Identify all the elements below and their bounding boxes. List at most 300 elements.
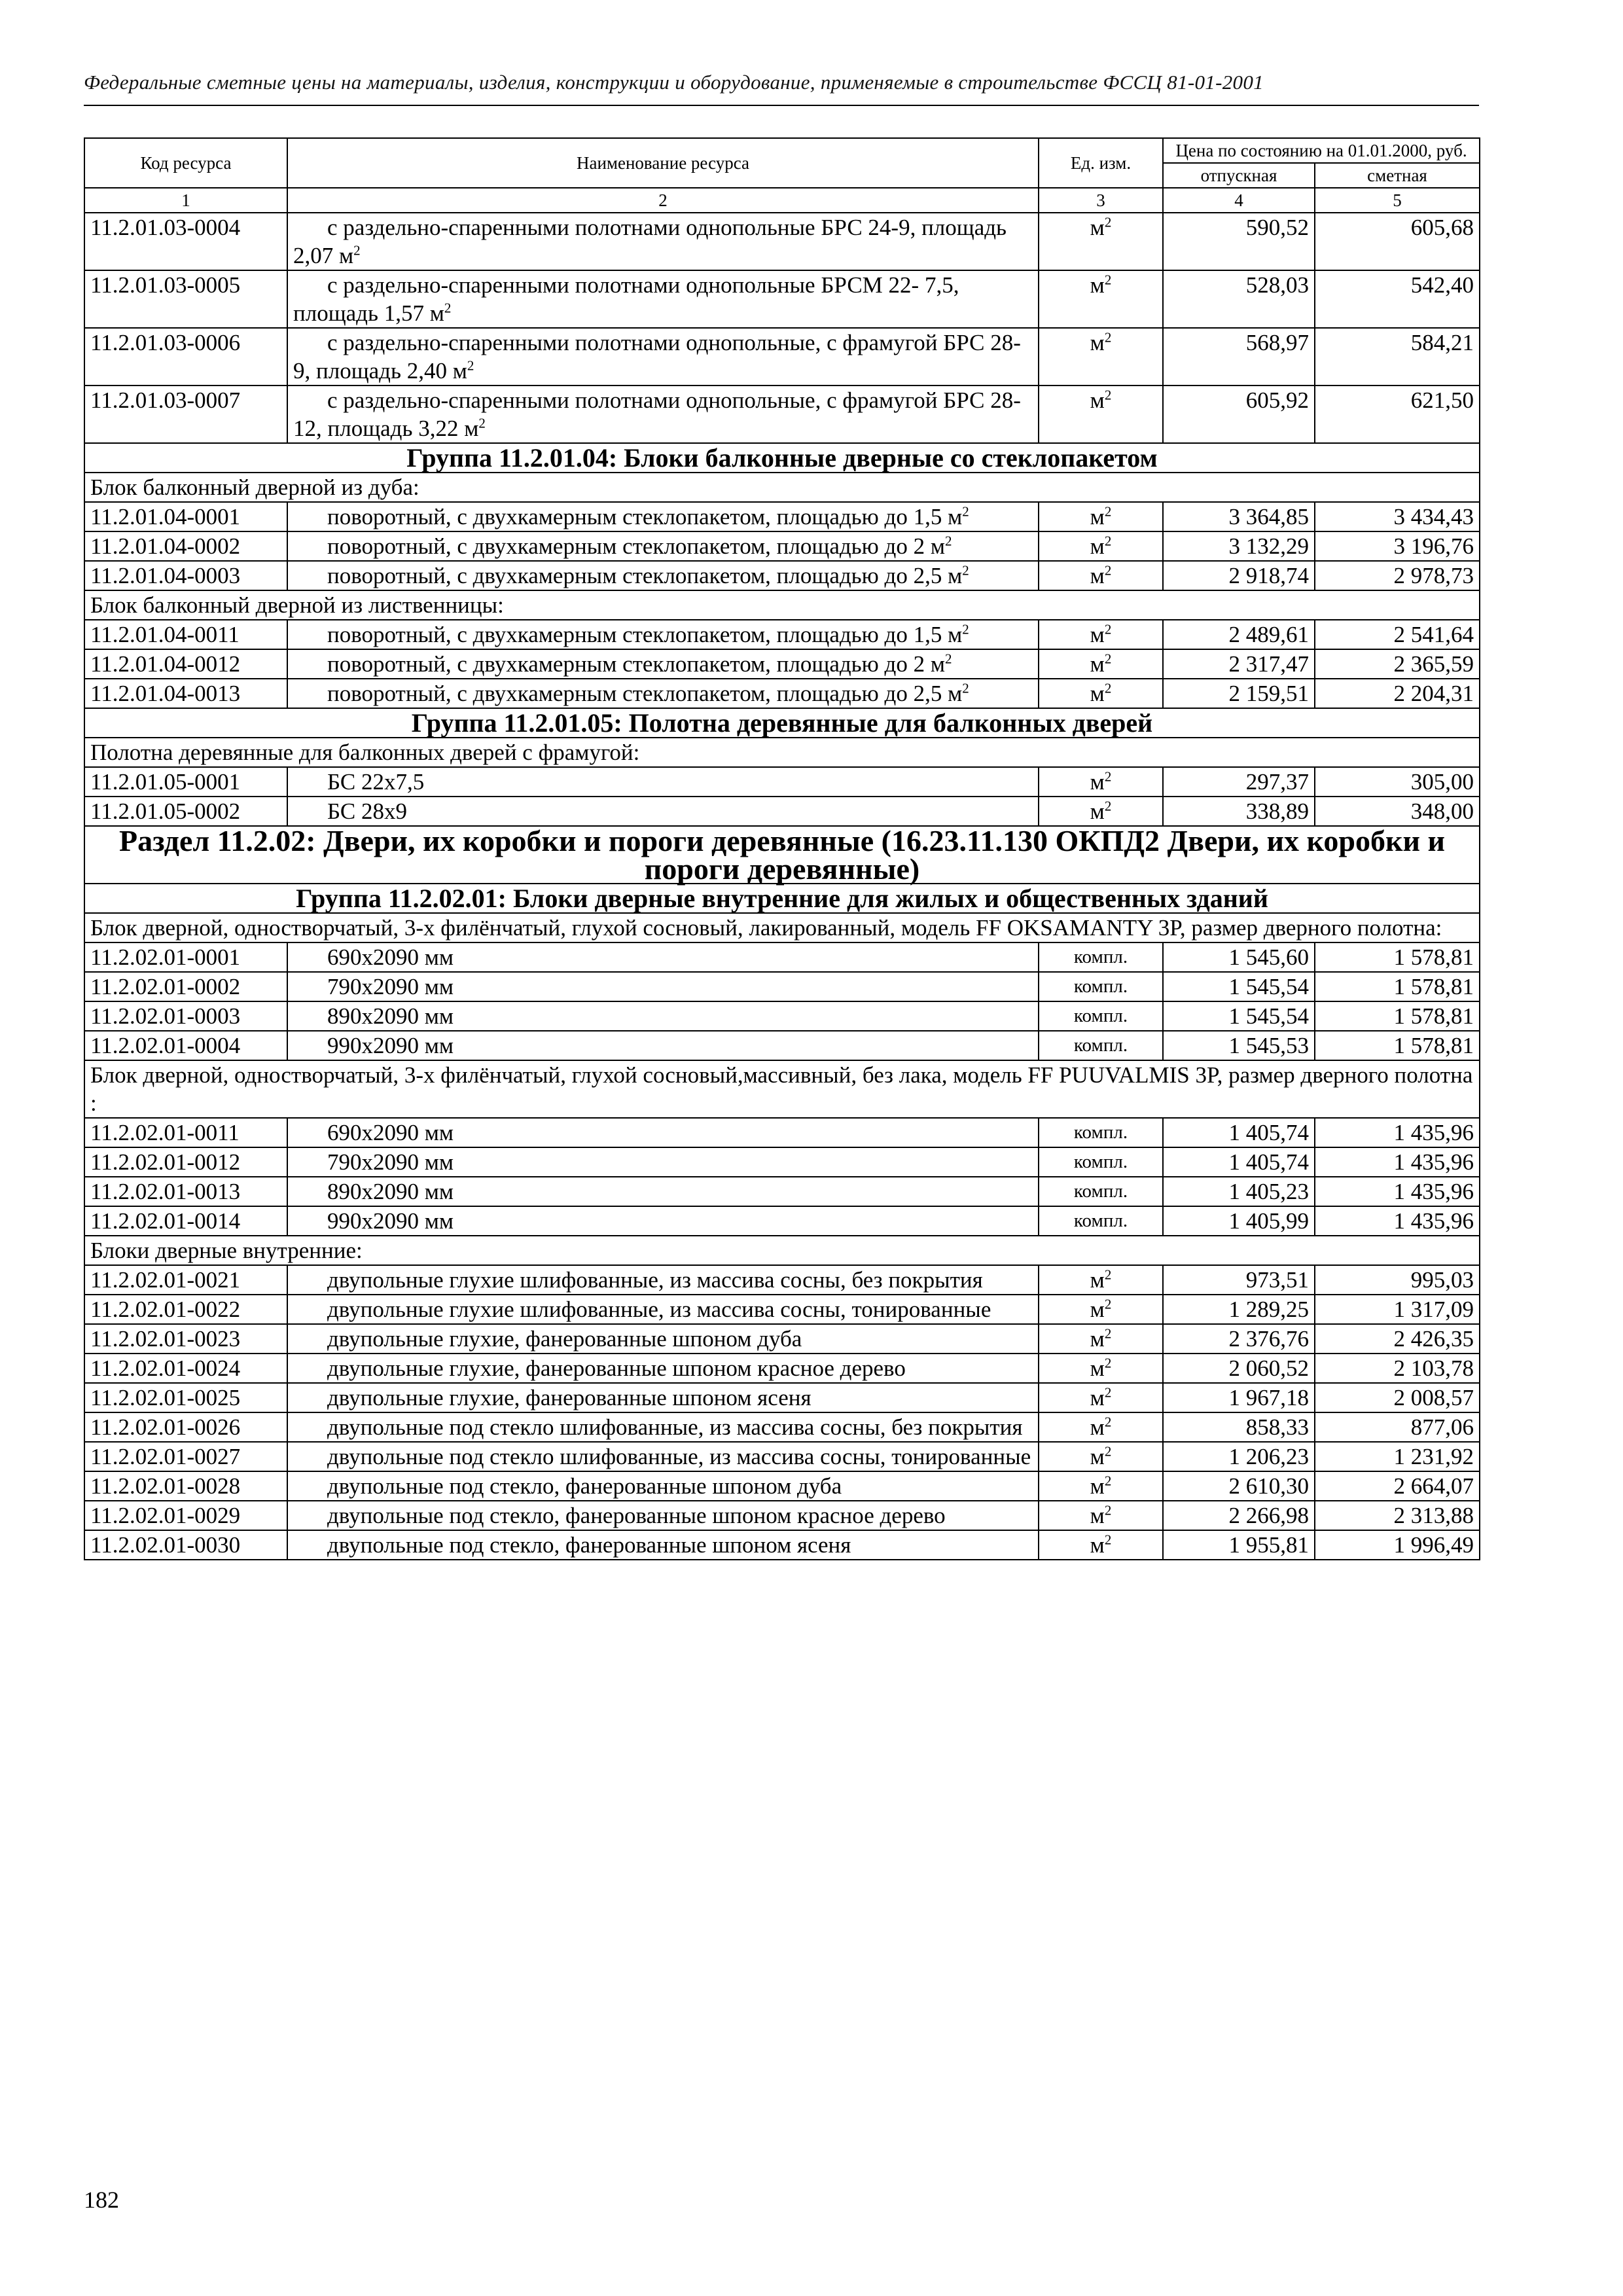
unit-text: м bbox=[1090, 651, 1105, 677]
table-body bbox=[84, 213, 1480, 1560]
price-release: 2 317,47 bbox=[1163, 649, 1315, 679]
resource-name bbox=[287, 1118, 1039, 1147]
resource-name bbox=[287, 649, 1039, 679]
unit-cell bbox=[1039, 1206, 1163, 1236]
group-row bbox=[84, 443, 1480, 473]
unit-text: компл. bbox=[1073, 1181, 1128, 1202]
name-superscript: 2 bbox=[962, 621, 969, 637]
resource-name-text: БС 28х9 bbox=[327, 798, 407, 824]
unit-cell bbox=[1039, 561, 1163, 590]
unit-cell bbox=[1039, 1354, 1163, 1383]
table-row bbox=[84, 1031, 1480, 1060]
resource-code: 11.2.01.05-0001 bbox=[84, 767, 287, 797]
unit-text: м bbox=[1090, 1267, 1105, 1293]
name-superscript: 2 bbox=[962, 680, 969, 696]
unit-text: компл. bbox=[1073, 1151, 1128, 1172]
resource-code: 11.2.02.01-0030 bbox=[84, 1530, 287, 1560]
price-release: 338,89 bbox=[1163, 797, 1315, 826]
resource-name-text: двупольные под стекло, фанерованные шпоном красное дерево bbox=[327, 1503, 946, 1528]
unit-text: м bbox=[1090, 798, 1105, 824]
unit-cell bbox=[1039, 1412, 1163, 1442]
subheading-row bbox=[84, 590, 1480, 620]
resource-code: 11.2.02.01-0026 bbox=[84, 1412, 287, 1442]
resource-name bbox=[287, 1501, 1039, 1530]
table-row bbox=[84, 797, 1480, 826]
price-estimate: 2 313,88 bbox=[1315, 1501, 1480, 1530]
table-row bbox=[84, 942, 1480, 972]
table-row bbox=[84, 1324, 1480, 1354]
price-estimate: 2 204,31 bbox=[1315, 679, 1480, 708]
resource-code: 11.2.01.04-0002 bbox=[84, 531, 287, 561]
resource-name-text: с раздельно-спаренными полотнами однопольные, с фрамугой БРС 28-9, площадь 2,40 м bbox=[293, 330, 1021, 384]
price-estimate: 1 578,81 bbox=[1315, 942, 1480, 972]
running-header: Федеральные сметные цены на материалы, изделия, конструкции и оборудование, применяемые в строительстве ФССЦ 81-01-2001 bbox=[84, 71, 1264, 94]
price-estimate: 3 434,43 bbox=[1315, 502, 1480, 531]
header-col-3: 3 bbox=[1039, 188, 1163, 213]
resource-name-text: поворотный, с двухкамерным стеклопакетом, площадью до 1,5 м bbox=[327, 622, 963, 647]
resource-name-text: двупольные глухие, фанерованные шпоном дуба bbox=[327, 1326, 802, 1352]
table-row bbox=[84, 1412, 1480, 1442]
unit-superscript: 2 bbox=[1104, 1414, 1112, 1430]
resource-name bbox=[287, 1530, 1039, 1560]
unit-text: компл. bbox=[1073, 976, 1128, 997]
resource-code: 11.2.01.04-0003 bbox=[84, 561, 287, 590]
resource-name-text: поворотный, с двухкамерным стеклопакетом, площадью до 2 м bbox=[327, 651, 945, 677]
price-estimate: 1 578,81 bbox=[1315, 972, 1480, 1001]
price-estimate: 2 541,64 bbox=[1315, 620, 1480, 649]
unit-text: м bbox=[1090, 1385, 1105, 1410]
table-row bbox=[84, 213, 1480, 270]
resource-code: 11.2.01.04-0011 bbox=[84, 620, 287, 649]
price-release: 2 376,76 bbox=[1163, 1324, 1315, 1354]
resource-name bbox=[287, 679, 1039, 708]
price-estimate: 542,40 bbox=[1315, 270, 1480, 328]
unit-text: м bbox=[1090, 563, 1105, 588]
header-name: Наименование ресурса bbox=[287, 138, 1039, 188]
unit-superscript: 2 bbox=[1104, 1384, 1112, 1401]
price-release: 605,92 bbox=[1163, 386, 1315, 443]
resource-code: 11.2.01.04-0013 bbox=[84, 679, 287, 708]
unit-text: м bbox=[1090, 1532, 1105, 1558]
price-estimate: 1 578,81 bbox=[1315, 1001, 1480, 1031]
group-row bbox=[84, 708, 1480, 738]
resource-code: 11.2.01.03-0004 bbox=[84, 213, 287, 270]
resource-name bbox=[287, 1471, 1039, 1501]
resource-name-text: поворотный, с двухкамерным стеклопакетом, площадью до 2 м bbox=[327, 533, 945, 559]
resource-name-text: 890х2090 мм bbox=[327, 1179, 454, 1204]
unit-text: компл. bbox=[1073, 1210, 1128, 1231]
price-release: 2 918,74 bbox=[1163, 561, 1315, 590]
resource-name bbox=[287, 1354, 1039, 1383]
name-superscript: 2 bbox=[478, 415, 486, 431]
subheading-row bbox=[84, 1236, 1480, 1265]
unit-superscript: 2 bbox=[1104, 1473, 1112, 1489]
price-estimate: 2 008,57 bbox=[1315, 1383, 1480, 1412]
price-estimate: 2 978,73 bbox=[1315, 561, 1480, 590]
resource-name-text: с раздельно-спаренными полотнами однопольные, с фрамугой БРС 28-12, площадь 3,22 м bbox=[293, 387, 1021, 441]
name-superscript: 2 bbox=[962, 503, 969, 520]
table-row bbox=[84, 1471, 1480, 1501]
resource-name bbox=[287, 620, 1039, 649]
unit-cell bbox=[1039, 620, 1163, 649]
unit-cell bbox=[1039, 1147, 1163, 1177]
price-estimate: 2 664,07 bbox=[1315, 1471, 1480, 1501]
header-code: Код ресурса bbox=[84, 138, 287, 188]
resource-name bbox=[287, 213, 1039, 270]
unit-cell bbox=[1039, 213, 1163, 270]
unit-text: м bbox=[1090, 330, 1105, 355]
price-release: 973,51 bbox=[1163, 1265, 1315, 1295]
price-table bbox=[84, 137, 1480, 1560]
resource-code: 11.2.01.03-0006 bbox=[84, 328, 287, 386]
resource-name bbox=[287, 1177, 1039, 1206]
table-row bbox=[84, 1442, 1480, 1471]
resource-name-text: 890х2090 мм bbox=[327, 1003, 454, 1029]
resource-code: 11.2.02.01-0003 bbox=[84, 1001, 287, 1031]
group-heading: Группа 11.2.01.04: Блоки балконные дверные со стеклопакетом bbox=[84, 443, 1480, 473]
unit-cell bbox=[1039, 1324, 1163, 1354]
price-release: 1 206,23 bbox=[1163, 1442, 1315, 1471]
resource-name-text: двупольные под стекло, фанерованные шпоном дуба bbox=[327, 1473, 842, 1499]
table-row bbox=[84, 1177, 1480, 1206]
unit-cell bbox=[1039, 767, 1163, 797]
resource-name bbox=[287, 942, 1039, 972]
header-price-release: отпускная bbox=[1163, 163, 1315, 188]
unit-text: компл. bbox=[1073, 1035, 1128, 1056]
price-release: 528,03 bbox=[1163, 270, 1315, 328]
resource-name bbox=[287, 767, 1039, 797]
table-row bbox=[84, 1295, 1480, 1324]
resource-name-text: двупольные глухие шлифованные, из массива сосны, тонированные bbox=[327, 1297, 991, 1322]
header-col-4: 4 bbox=[1163, 188, 1315, 213]
resource-code: 11.2.02.01-0025 bbox=[84, 1383, 287, 1412]
unit-cell bbox=[1039, 679, 1163, 708]
name-superscript: 2 bbox=[944, 651, 952, 667]
resource-name-text: 790х2090 мм bbox=[327, 1149, 454, 1175]
unit-cell bbox=[1039, 1471, 1163, 1501]
resource-name bbox=[287, 561, 1039, 590]
unit-cell bbox=[1039, 1295, 1163, 1324]
price-estimate: 1 578,81 bbox=[1315, 1031, 1480, 1060]
resource-name-text: двупольные под стекло, фанерованные шпоном ясеня bbox=[327, 1532, 851, 1558]
header-price: Цена по состоянию на 01.01.2000, руб. bbox=[1163, 138, 1480, 163]
resource-code: 11.2.02.01-0024 bbox=[84, 1354, 287, 1383]
price-estimate: 1 435,96 bbox=[1315, 1118, 1480, 1147]
unit-cell bbox=[1039, 1001, 1163, 1031]
subheading-row bbox=[84, 1060, 1480, 1118]
resource-name-text: двупольные под стекло шлифованные, из массива сосны, без покрытия bbox=[327, 1414, 1023, 1440]
price-release: 2 489,61 bbox=[1163, 620, 1315, 649]
resource-name-text: 990х2090 мм bbox=[327, 1208, 454, 1234]
price-release: 297,37 bbox=[1163, 767, 1315, 797]
subheading: Полотна деревянные для балконных дверей с фрамугой: bbox=[84, 738, 1480, 767]
resource-name-text: двупольные под стекло шлифованные, из массива сосны, тонированные bbox=[327, 1444, 1031, 1469]
resource-name-text: с раздельно-спаренными полотнами однопольные БРСМ 22- 7,5, площадь 1,57 м bbox=[293, 272, 959, 326]
table-row bbox=[84, 386, 1480, 443]
resource-code: 11.2.02.01-0022 bbox=[84, 1295, 287, 1324]
unit-text: м bbox=[1090, 533, 1105, 559]
table-row bbox=[84, 1383, 1480, 1412]
name-superscript: 2 bbox=[962, 562, 969, 579]
unit-cell bbox=[1039, 797, 1163, 826]
price-estimate: 2 426,35 bbox=[1315, 1324, 1480, 1354]
price-release: 1 545,54 bbox=[1163, 972, 1315, 1001]
unit-superscript: 2 bbox=[1104, 798, 1112, 814]
unit-superscript: 2 bbox=[1104, 533, 1112, 549]
page-number: 182 bbox=[84, 2187, 119, 2213]
table-row bbox=[84, 1118, 1480, 1147]
price-estimate: 2 103,78 bbox=[1315, 1354, 1480, 1383]
unit-superscript: 2 bbox=[1104, 1502, 1112, 1518]
price-release: 2 266,98 bbox=[1163, 1501, 1315, 1530]
table-row bbox=[84, 972, 1480, 1001]
table-row bbox=[84, 1147, 1480, 1177]
table-row bbox=[84, 502, 1480, 531]
unit-text: м bbox=[1090, 272, 1105, 298]
resource-code: 11.2.02.01-0028 bbox=[84, 1471, 287, 1501]
unit-text: м bbox=[1090, 504, 1105, 529]
resource-name-text: поворотный, с двухкамерным стеклопакетом, площадью до 1,5 м bbox=[327, 504, 963, 529]
price-estimate: 348,00 bbox=[1315, 797, 1480, 826]
subheading-row bbox=[84, 738, 1480, 767]
table-row bbox=[84, 649, 1480, 679]
price-estimate: 584,21 bbox=[1315, 328, 1480, 386]
price-estimate: 1 996,49 bbox=[1315, 1530, 1480, 1560]
resource-name bbox=[287, 1442, 1039, 1471]
table-row bbox=[84, 1265, 1480, 1295]
unit-cell bbox=[1039, 270, 1163, 328]
resource-code: 11.2.02.01-0012 bbox=[84, 1147, 287, 1177]
unit-cell bbox=[1039, 1031, 1163, 1060]
unit-superscript: 2 bbox=[1104, 1266, 1112, 1283]
unit-cell bbox=[1039, 972, 1163, 1001]
resource-code: 11.2.01.05-0002 bbox=[84, 797, 287, 826]
resource-name-text: двупольные глухие, фанерованные шпоном красное дерево bbox=[327, 1355, 906, 1381]
unit-superscript: 2 bbox=[1104, 214, 1112, 230]
unit-superscript: 2 bbox=[1104, 1443, 1112, 1460]
resource-code: 11.2.02.01-0023 bbox=[84, 1324, 287, 1354]
subheading: Блок дверной, одностворчатый, 3-х филёнчатый, глухой сосновый, лакированный, модель FF OKSAMANTY 3P, размер дверного полотна: bbox=[84, 913, 1480, 942]
price-release: 590,52 bbox=[1163, 213, 1315, 270]
header-price-estimate: сметная bbox=[1315, 163, 1480, 188]
resource-code: 11.2.02.01-0002 bbox=[84, 972, 287, 1001]
table-header bbox=[84, 138, 1480, 213]
price-estimate: 305,00 bbox=[1315, 767, 1480, 797]
resource-name-text: 990х2090 мм bbox=[327, 1033, 454, 1058]
resource-name bbox=[287, 1383, 1039, 1412]
price-release: 2 610,30 bbox=[1163, 1471, 1315, 1501]
resource-name bbox=[287, 1206, 1039, 1236]
unit-text: компл. bbox=[1073, 1005, 1128, 1026]
price-estimate: 1 435,96 bbox=[1315, 1147, 1480, 1177]
subheading-row bbox=[84, 473, 1480, 502]
unit-cell bbox=[1039, 1118, 1163, 1147]
price-release: 3 132,29 bbox=[1163, 531, 1315, 561]
unit-text: м bbox=[1090, 769, 1105, 795]
resource-name bbox=[287, 1031, 1039, 1060]
resource-name bbox=[287, 328, 1039, 386]
group-heading: Группа 11.2.01.05: Полотна деревянные для балконных дверей bbox=[84, 708, 1480, 738]
resource-name bbox=[287, 1147, 1039, 1177]
unit-superscript: 2 bbox=[1104, 503, 1112, 520]
price-estimate: 1 231,92 bbox=[1315, 1442, 1480, 1471]
price-estimate: 995,03 bbox=[1315, 1265, 1480, 1295]
resource-name-text: 790х2090 мм bbox=[327, 974, 454, 999]
table-row bbox=[84, 561, 1480, 590]
price-release: 1 289,25 bbox=[1163, 1295, 1315, 1324]
price-estimate: 2 365,59 bbox=[1315, 649, 1480, 679]
name-superscript: 2 bbox=[444, 300, 452, 316]
unit-text: м bbox=[1090, 1444, 1105, 1469]
header-col-2: 2 bbox=[287, 188, 1039, 213]
unit-text: компл. bbox=[1073, 1122, 1128, 1143]
unit-superscript: 2 bbox=[1104, 680, 1112, 696]
table-row bbox=[84, 270, 1480, 328]
resource-name-text: двупольные глухие, фанерованные шпоном ясеня bbox=[327, 1385, 812, 1410]
header-unit: Ед. изм. bbox=[1039, 138, 1163, 188]
price-release: 1 955,81 bbox=[1163, 1530, 1315, 1560]
unit-text: м bbox=[1090, 681, 1105, 706]
subheading: Блок дверной, одностворчатый, 3-х филёнчатый, глухой сосновый,массивный, без лака, модель FF PUUVALMIS 3P, размер дверного полотна : bbox=[84, 1060, 1480, 1118]
resource-name bbox=[287, 531, 1039, 561]
resource-code: 11.2.01.04-0001 bbox=[84, 502, 287, 531]
unit-cell bbox=[1039, 1177, 1163, 1206]
resource-name bbox=[287, 1412, 1039, 1442]
resource-code: 11.2.02.01-0029 bbox=[84, 1501, 287, 1530]
price-release: 1 545,60 bbox=[1163, 942, 1315, 972]
unit-cell bbox=[1039, 942, 1163, 972]
unit-cell bbox=[1039, 1383, 1163, 1412]
resource-name bbox=[287, 502, 1039, 531]
price-release: 568,97 bbox=[1163, 328, 1315, 386]
unit-cell bbox=[1039, 386, 1163, 443]
resource-name bbox=[287, 1295, 1039, 1324]
unit-superscript: 2 bbox=[1104, 1296, 1112, 1312]
subheading-row bbox=[84, 913, 1480, 942]
price-release: 858,33 bbox=[1163, 1412, 1315, 1442]
price-estimate: 621,50 bbox=[1315, 386, 1480, 443]
unit-text: компл. bbox=[1073, 946, 1128, 967]
unit-cell bbox=[1039, 502, 1163, 531]
price-estimate: 1 435,96 bbox=[1315, 1177, 1480, 1206]
unit-superscript: 2 bbox=[1104, 1532, 1112, 1548]
resource-name-text: 690х2090 мм bbox=[327, 944, 454, 970]
header-col-1: 1 bbox=[84, 188, 287, 213]
unit-cell bbox=[1039, 1265, 1163, 1295]
unit-text: м bbox=[1090, 622, 1105, 647]
resource-name bbox=[287, 1001, 1039, 1031]
unit-text: м bbox=[1090, 387, 1105, 413]
price-estimate: 605,68 bbox=[1315, 213, 1480, 270]
resource-code: 11.2.02.01-0004 bbox=[84, 1031, 287, 1060]
name-superscript: 2 bbox=[353, 242, 361, 259]
unit-superscript: 2 bbox=[1104, 329, 1112, 346]
price-release: 1 405,74 bbox=[1163, 1147, 1315, 1177]
table-row bbox=[84, 1501, 1480, 1530]
price-estimate: 3 196,76 bbox=[1315, 531, 1480, 561]
unit-superscript: 2 bbox=[1104, 1355, 1112, 1371]
unit-superscript: 2 bbox=[1104, 562, 1112, 579]
price-release: 1 545,54 bbox=[1163, 1001, 1315, 1031]
group-heading: Группа 11.2.02.01: Блоки дверные внутренние для жилых и общественных зданий bbox=[84, 884, 1480, 913]
resource-name bbox=[287, 270, 1039, 328]
unit-text: м bbox=[1090, 1503, 1105, 1528]
price-release: 1 545,53 bbox=[1163, 1031, 1315, 1060]
header-rule bbox=[84, 105, 1479, 106]
unit-cell bbox=[1039, 531, 1163, 561]
unit-cell bbox=[1039, 1442, 1163, 1471]
unit-superscript: 2 bbox=[1104, 1325, 1112, 1342]
section-row bbox=[84, 826, 1480, 884]
table-row bbox=[84, 1206, 1480, 1236]
unit-cell bbox=[1039, 649, 1163, 679]
table-row bbox=[84, 620, 1480, 649]
name-superscript: 2 bbox=[944, 533, 952, 549]
resource-name bbox=[287, 386, 1039, 443]
resource-name-text: 690х2090 мм bbox=[327, 1120, 454, 1145]
unit-superscript: 2 bbox=[1104, 651, 1112, 667]
price-release: 1 967,18 bbox=[1163, 1383, 1315, 1412]
resource-code: 11.2.02.01-0027 bbox=[84, 1442, 287, 1471]
resource-code: 11.2.02.01-0014 bbox=[84, 1206, 287, 1236]
header-col-5: 5 bbox=[1315, 188, 1480, 213]
section-heading: Раздел 11.2.02: Двери, их коробки и пороги деревянные (16.23.11.130 ОКПД2 Двери, их коробки и пороги деревянные) bbox=[84, 826, 1480, 884]
unit-cell bbox=[1039, 1501, 1163, 1530]
resource-name-text: поворотный, с двухкамерным стеклопакетом, площадью до 2,5 м bbox=[327, 681, 963, 706]
table-row bbox=[84, 767, 1480, 797]
price-estimate: 877,06 bbox=[1315, 1412, 1480, 1442]
unit-cell bbox=[1039, 328, 1163, 386]
resource-code: 11.2.01.04-0012 bbox=[84, 649, 287, 679]
resource-name-text: с раздельно-спаренными полотнами однопольные БРС 24-9, площадь 2,07 м bbox=[293, 215, 1007, 268]
resource-name bbox=[287, 1265, 1039, 1295]
price-release: 2 159,51 bbox=[1163, 679, 1315, 708]
unit-superscript: 2 bbox=[1104, 768, 1112, 785]
subheading: Блоки дверные внутренние: bbox=[84, 1236, 1480, 1265]
table-row bbox=[84, 1354, 1480, 1383]
price-release: 1 405,74 bbox=[1163, 1118, 1315, 1147]
price-estimate: 1 317,09 bbox=[1315, 1295, 1480, 1324]
resource-code: 11.2.02.01-0013 bbox=[84, 1177, 287, 1206]
resource-name bbox=[287, 1324, 1039, 1354]
table-row bbox=[84, 531, 1480, 561]
unit-text: м bbox=[1090, 1355, 1105, 1381]
unit-text: м bbox=[1090, 215, 1105, 240]
unit-text: м bbox=[1090, 1297, 1105, 1322]
group-row bbox=[84, 884, 1480, 913]
resource-code: 11.2.02.01-0021 bbox=[84, 1265, 287, 1295]
unit-superscript: 2 bbox=[1104, 621, 1112, 637]
price-release: 1 405,99 bbox=[1163, 1206, 1315, 1236]
subheading: Блок балконный дверной из дуба: bbox=[84, 473, 1480, 502]
table-row bbox=[84, 1001, 1480, 1031]
resource-name-text: двупольные глухие шлифованные, из массива сосны, без покрытия bbox=[327, 1267, 983, 1293]
resource-name-text: БС 22х7,5 bbox=[327, 769, 425, 795]
resource-name bbox=[287, 972, 1039, 1001]
price-release: 1 405,23 bbox=[1163, 1177, 1315, 1206]
resource-code: 11.2.01.03-0007 bbox=[84, 386, 287, 443]
resource-code: 11.2.02.01-0011 bbox=[84, 1118, 287, 1147]
resource-code: 11.2.02.01-0001 bbox=[84, 942, 287, 972]
table-row bbox=[84, 1530, 1480, 1560]
unit-text: м bbox=[1090, 1414, 1105, 1440]
subheading: Блок балконный дверной из лиственницы: bbox=[84, 590, 1480, 620]
unit-cell bbox=[1039, 1530, 1163, 1560]
name-superscript: 2 bbox=[467, 357, 474, 374]
price-release: 2 060,52 bbox=[1163, 1354, 1315, 1383]
price-release: 3 364,85 bbox=[1163, 502, 1315, 531]
resource-code: 11.2.01.03-0005 bbox=[84, 270, 287, 328]
